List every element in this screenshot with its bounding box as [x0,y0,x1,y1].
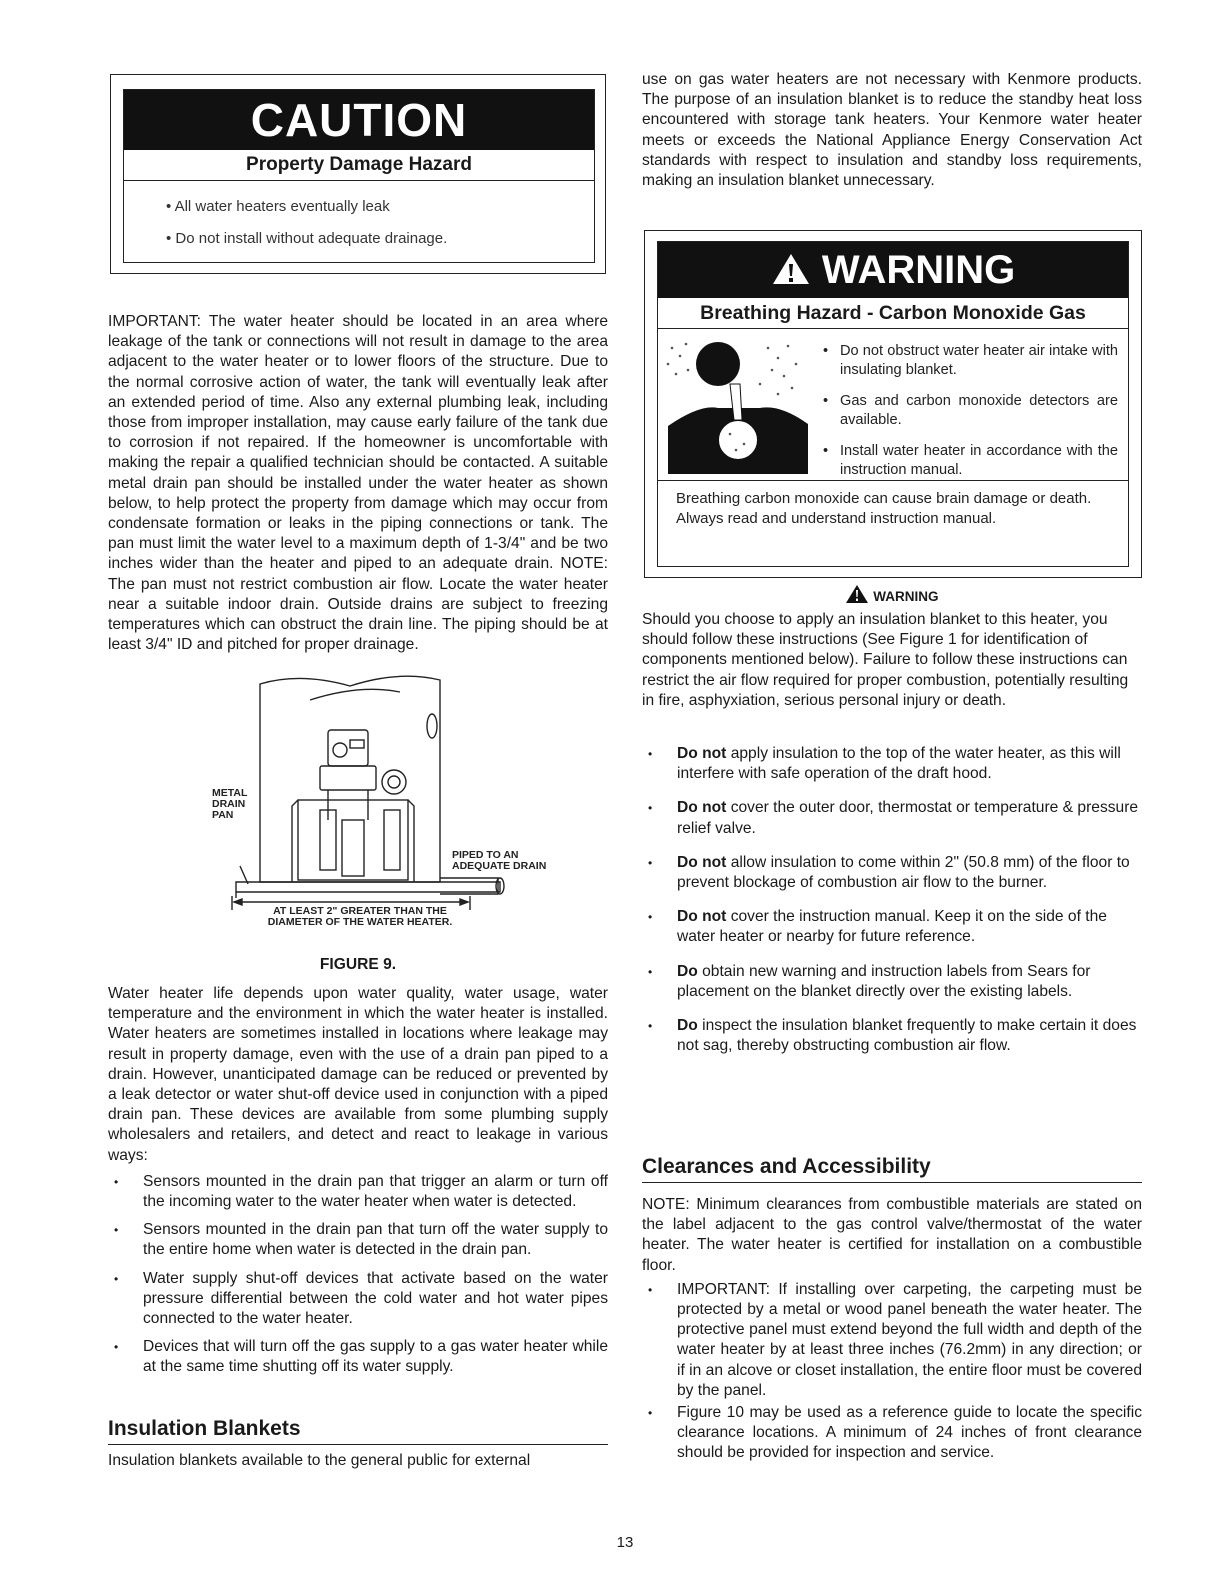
page-number: 13 [616,1534,634,1551]
insulation-paragraph-continued: use on gas water heaters are not necessary with Kenmore products. The purpose of an insulation blanket is to reduce the standby heat loss encountered with storage tank heaters. Your Kenmore water heater meets or exceeds the National Appliance Energy Conservation Act standards with respect to insulation and standby loss requirements, making an insulation blanket unnecessary. [642,71,1142,190]
warning-list [823,342,1118,492]
warning-title: WARNING [821,248,1016,292]
label-dimension: AT LEAST 2" GREATER THAN THE DIAMETER OF THE WATER HEATER. [267,905,453,928]
warning-item: • Install water heater in accordance with the instruction manual. [823,442,1118,480]
warning-item: • Gas and carbon monoxide detectors are available. [823,392,1118,430]
caution-item: • All water heaters eventually leak [166,191,594,223]
clearances-section [642,1154,1142,1464]
warning-small-label: WARNING [873,589,939,604]
instruction-item: • Do not cover the instruction manual. Keep it on the side of the water heater or nearby for future reference. [642,907,1142,947]
insulation-heading: Insulation Blankets [108,1416,608,1445]
life-paragraph: Water heater life depends upon water quality, water usage, water temperature and the environment in which the water heater is installed. Water heaters are sometimes installed in locations where leakage may result in property damage, even with the use of a drain pan piped to a drain. However, unanticipated damage can be reduced or prevented by a leak detector or water shut-off device used in conjunction with a piped drain pan. These devices are available from some plumbing supply wholesalers and retailers, and detect and react to leakage in various ways: [108,985,608,1164]
caution-inner [123,89,595,263]
instruction-list [642,744,1142,1056]
instruction-item: • Do inspect the insulation blanket frequently to make certain it does not sag, thereby obstructing combustion air flow. [642,1016,1142,1056]
insulation-paragraph-start: Insulation blankets available to the general public for external [108,1452,531,1469]
warning-small-header [642,584,1142,610]
warning-header [658,242,1128,298]
warning-subtitle: Breathing Hazard - Carbon Monoxide Gas [658,298,1128,329]
warning-footer: Breathing carbon monoxide can cause brain damage or death. Always read and understand instruction manual. [658,480,1128,529]
caution-subtitle: Property Damage Hazard [124,150,594,181]
warning-small-paragraph: Should you choose to apply an insulation blanket to this heater, you should follow these instructions (See Figure 1 for identification of components mentioned below). Failure to follow these instructions can restrict the air flow required for proper combustion, potentially resulting in fire, asphyxiation, serious personal injury or death. [642,611,1129,709]
instruction-block [642,744,1142,1056]
instruction-item: • Do not allow insulation to come within 2" (50.8 mm) of the floor to prevent blockage of combustion air flow to the burner. [642,853,1142,893]
instruction-item: • Do not cover the outer door, thermostat or temperature & pressure relief valve. [642,798,1142,838]
caution-title: CAUTION [124,90,594,150]
insulation-section [108,1416,608,1471]
device-item: • Sensors mounted in the drain pan that turn off the water supply to the entire home when water is detected in the drain pan. [108,1220,608,1260]
caution-item: • Do not install without adequate drainage. [166,223,594,255]
clearances-note: NOTE: Minimum clearances from combustible materials are stated on the label adjacent to the gas control valve/thermostat of the water heater. The water heater is certified for installation on a combustible floor. [642,1196,1142,1274]
clearances-list [642,1280,1142,1464]
device-item: • Devices that will turn off the gas supply to a gas water heater while at the same time shutting off its water supply. [108,1337,608,1377]
warning-triangle-icon [771,245,811,301]
instruction-item: • Do obtain new warning and instruction labels from Sears for placement on the blanket directly over the existing labels. [642,962,1142,1002]
label-metal-drain-pan: METAL DRAIN PAN [212,787,248,821]
insulation-continued [642,70,1142,191]
important-paragraph-block [108,312,608,655]
carbon-monoxide-person-icon [660,334,810,474]
figure-9 [200,670,580,950]
warning-small-block [642,584,1142,711]
device-list [108,1172,608,1378]
important-paragraph: IMPORTANT: The water heater should be located in an area where leakage of the tank or connections will not result in damage to the area adjacent to the water heater or to lower floors of the structure. Due to the normal corrosive action of water, the tank will eventually leak after an extended period of time. Also any external plumbing leak, including those from improper installation, may cause early failure of the tank due to corrosion if not repaired. If the homeowner is uncomfortable with making the repair a qualified technician should be contacted. A suitable metal drain pan should be installed under the water heater as shown below, to help protect the property from damage which may occur from condensate formation or leaks in the piping connections or tank. The pan must limit the water level to a maximum depth of 1-3/4" and be two inches wider than the heater and piped to an adequate drain. NOTE: The pan must not restrict combustion air flow. Locate the water heater near a suitable indoor drain. Outside drains are subject to freezing temperatures which can obstruct the drain line. The piping should be at least 3/4" ID and pitched for proper drainage. [108,313,608,654]
life-block [108,984,608,1378]
warning-inner [657,241,1129,567]
device-item: • Sensors mounted in the drain pan that trigger an alarm or turn off the incoming water to the water heater when water is detected. [108,1172,608,1212]
clearances-heading: Clearances and Accessibility [642,1154,1142,1183]
warning-item: • Do not obstruct water heater air intake with insulating blanket. [823,342,1118,380]
warning-small-triangle-icon [845,584,869,610]
instruction-item: • Do not apply insulation to the top of the water heater, as this will interfere with safe operation of the draft hood. [642,744,1142,784]
clearances-item: • Figure 10 may be used as a reference guide to locate the specific clearance locations. A minimum of 24 inches of front clearance should be provided for inspection and service. [642,1403,1142,1464]
caution-box [110,74,606,274]
caution-list [166,191,594,255]
label-piped-drain: PIPED TO AN ADEQUATE DRAIN [452,849,547,872]
clearances-item: • IMPORTANT: If installing over carpeting, the carpeting must be protected by a metal or wood panel beneath the water heater. The protective panel must extend beyond the full width and depth of the water heater by at least three inches (76.2mm) in any direction; or if in an alcove or closet installation, the entire floor must be covered by the panel. [642,1280,1142,1401]
warning-box [644,230,1142,578]
figure-caption: FIGURE 9. [319,956,397,973]
device-item: • Water supply shut-off devices that activate based on the water pressure differential between the cold water and hot water pipes connected to the water heater. [108,1269,608,1330]
